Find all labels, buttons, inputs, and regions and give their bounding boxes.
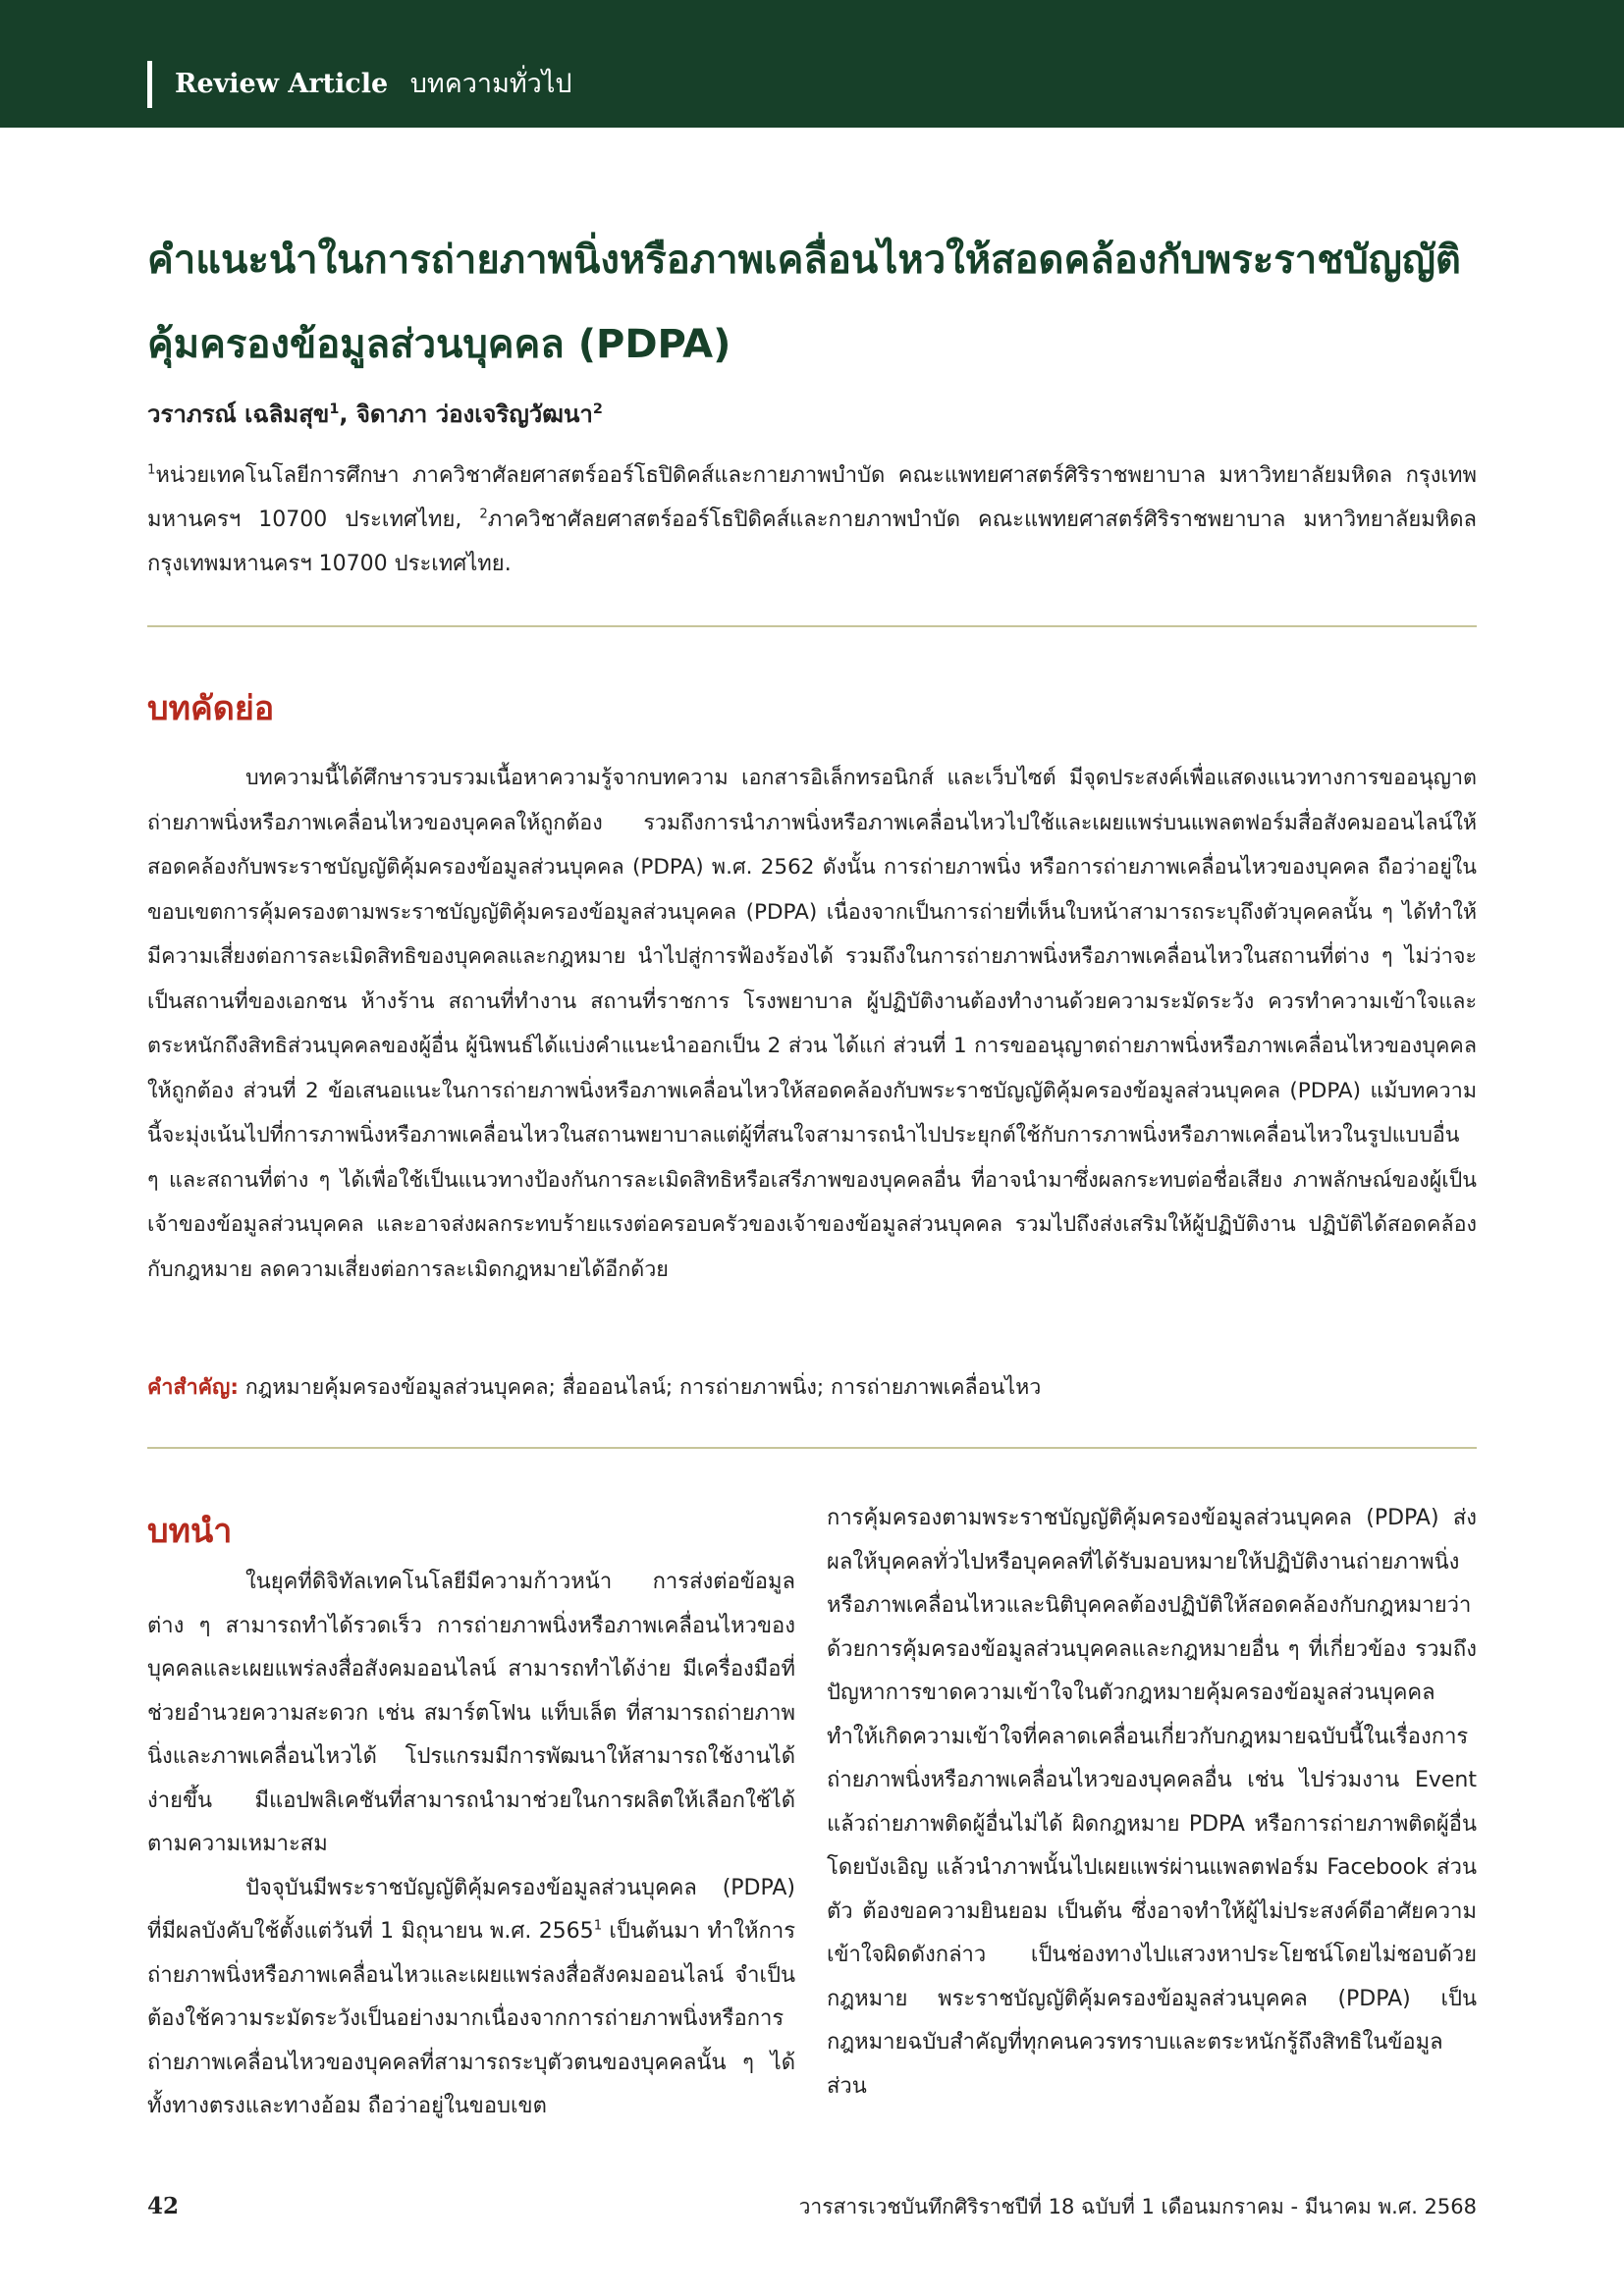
- affiliation-1-mark: 1: [147, 462, 156, 478]
- keywords-label: คำสำคัญ:: [147, 1375, 239, 1400]
- affiliation-1: หน่วยเทคโนโลยีการศึกษา ภาควิชาศัลยศาสตร์ออร์โธปิดิคส์และกายภาพบำบัด คณะแพทยศาสตร์ศิริราชพยาบาล มหาวิทยาลัยมหิดล กรุงเทพมหานครฯ 10700 ประเทศไทย,: [147, 463, 1477, 532]
- header-bar: [0, 0, 1624, 128]
- author-separator: ,: [339, 400, 356, 428]
- divider-bottom: [147, 1447, 1477, 1449]
- header-label-en: Review Article: [175, 69, 389, 99]
- article-title: [147, 218, 1483, 387]
- intro-paragraph-1: ในยุคที่ดิจิทัลเทคโนโลยีมีความก้าวหน้า การส่งต่อข้อมูลต่าง ๆ สามารถทำได้รวดเร็ว การถ่ายภาพนิ่งหรือภาพเคลื่อนไหวของบุคคลและเผยแพร่ลงสื่อสังคมออนไลน์ สามารถทำได้ง่าย มีเครื่องมือที่ช่วยอำนวยความสะดวก เช่น สมาร์ตโฟน แท็บเล็ต ที่สามารถถ่ายภาพนิ่งและภาพเคลื่อนไหวได้ โปรแกรมมีการพัฒนาให้สามารถใช้งานได้ง่ายขึ้น มีแอปพลิเคชันที่สามารถนำมาช่วยในการผลิตให้เลือกใช้ได้ตามความเหมาะสม: [147, 1570, 795, 1856]
- keywords: [147, 1366, 1477, 1410]
- intro-paragraph-2-b: เป็นต้นมา ทำให้การถ่ายภาพนิ่งหรือภาพเคลื่อนไหวและเผยแพร่ลงสื่อสังคมออนไลน์ จำเป็นต้องใช้ความระมัดระวังเป็นอย่างมากเนื่องจากการถ่ายภาพนิ่งหรือการถ่ายภาพเคลื่อนไหวของบุคคลที่สามารถระบุตัวตนของบุคคลนั้น ๆ ได้ทั้งทางตรงและทางอ้อม ถือว่าอยู่ในขอบเขต: [147, 1919, 796, 2118]
- title-line-2: คุ้มครองข้อมูลส่วนบุคคล (PDPA): [147, 322, 731, 367]
- citation-mark: 1: [593, 1918, 603, 1934]
- affiliations: [147, 454, 1477, 586]
- title-line-1: คำแนะนำในการถ่ายภาพนิ่งหรือภาพเคลื่อนไหวให้สอดคล้องกับพระราชบัญญัติ: [147, 238, 1461, 283]
- introduction-heading: บทนำ: [147, 1512, 233, 1551]
- intro-paragraph-2: [147, 1867, 795, 2129]
- author-list: [147, 393, 1483, 436]
- intro-paragraph-2-a: ปัจจุบันมีพระราชบัญญัติคุ้มครองข้อมูลส่วนบุคคล (PDPA) ที่มีผลบังคับใช้ตั้งแต่วันที่ 1 มิถุนายน พ.ศ. 2565: [147, 1875, 795, 1944]
- author-2: จิดาภา ว่องเจริญวัฒนา: [355, 400, 593, 428]
- abstract-body: บทความนี้ได้ศึกษารวบรวมเนื้อหาความรู้จากบทความ เอกสารอิเล็กทรอนิกส์ และเว็บไซต์ มีจุดประสงค์เพื่อแสดงแนวทางการขออนุญาตถ่ายภาพนิ่งหรือภาพเคลื่อนไหวของบุคคลให้ถูกต้อง รวมถึงการนำภาพนิ่งหรือภาพเคลื่อนไหวไปใช้และเผยแพร่บนแพลตฟอร์มสื่อสังคมออนไลน์ให้สอดคล้องกับพระราชบัญญัติคุ้มครองข้อมูลส่วนบุคคล (PDPA) พ.ศ. 2562 ดังนั้น การถ่ายภาพนิ่ง หรือการถ่ายภาพเคลื่อนไหวของบุคคล ถือว่าอยู่ในขอบเขตการคุ้มครองตามพระราชบัญญัติคุ้มครองข้อมูลส่วนบุคคล (PDPA) เนื่องจากเป็นการถ่ายที่เห็นใบหน้าสามารถระบุถึงตัวบุคคลนั้น ๆ ได้ทำให้มีความเสี่ยงต่อการละเมิดสิทธิของบุคคลและกฎหมาย นำไปสู่การฟ้องร้องได้ รวมถึงในการถ่ายภาพนิ่งหรือภาพเคลื่อนไหวในสถานที่ต่าง ๆ ไม่ว่าจะเป็นสถานที่ของเอกชน ห้างร้าน สถานที่ทำงาน สถานที่ราชการ โรงพยาบาล ผู้ปฏิบัติงานต้องทำงานด้วยความระมัดระวัง ควรทำความเข้าใจและตระหนักถึงสิทธิส่วนบุคคลของผู้อื่น ผู้นิพนธ์ได้แบ่งคำแนะนำออกเป็น 2 ส่วน ได้แก่ ส่วนที่ 1 การขออนุญาตถ่ายภาพนิ่งหรือภาพเคลื่อนไหวของบุคคลให้ถูกต้อง ส่วนที่ 2 ข้อเสนอแนะในการถ่ายภาพนิ่งหรือภาพเคลื่อนไหวให้สอดคล้องกับพระราชบัญญัติคุ้มครองข้อมูลส่วนบุคคล (PDPA) แม้บทความนี้จะมุ่งเน้นไปที่การภาพนิ่งหรือภาพเคลื่อนไหวในสถานพยาบาลแต่ผู้ที่สนใจสามารถนำไปประยุกต์ใช้กับการภาพนิ่งหรือภาพเคลื่อนไหวในรูปแบบอื่น ๆ และสถานที่ต่าง ๆ ได้เพื่อใช้เป็นแนวทางป้องกันการละเมิดสิทธิหรือเสรีภาพของบุคคลอื่น ที่อาจนำมาซึ่งผลกระทบต่อชื่อเสียง ภาพลักษณ์ของผู้เป็นเจ้าของข้อมูลส่วนบุคคล และอาจส่งผลกระทบร้ายแรงต่อครอบครัวของเจ้าของข้อมูลส่วนบุคคล รวมไปถึงส่งเสริมให้ผู้ปฏิบัติงาน ปฏิบัติได้สอดคล้องกับกฎหมาย ลดความเสี่ยงต่อการละเมิดกฎหมายได้อีกด้วย: [147, 766, 1477, 1282]
- author-1-affiliation-mark: 1: [329, 401, 340, 417]
- author-2-affiliation-mark: 2: [592, 401, 603, 417]
- left-column: [147, 1561, 795, 2129]
- right-column: [827, 1497, 1477, 2109]
- intro-paragraph-3: การคุ้มครองตามพระราชบัญญัติคุ้มครองข้อมูลส่วนบุคคล (PDPA) ส่งผลให้บุคคลทั่วไปหรือบุคคลที่ได้รับมอบหมายให้ปฏิบัติงานถ่ายภาพนิ่งหรือภาพเคลื่อนไหวและนิติบุคคลต้องปฏิบัติให้สอดคล้องกับกฎหมายว่าด้วยการคุ้มครองข้อมูลส่วนบุคคลและกฎหมายอื่น ๆ ที่เกี่ยวข้อง รวมถึงปัญหาการขาดความเข้าใจในตัวกฎหมายคุ้มครองข้อมูลส่วนบุคคล ทำให้เกิดความเข้าใจที่คลาดเคลื่อนเกี่ยวกับกฎหมายฉบับนี้ในเรื่องการถ่ายภาพนิ่งหรือภาพเคลื่อนไหวของบุคคลอื่น เช่น ไปร่วมงาน Event แล้วถ่ายภาพติดผู้อื่นไม่ได้ ผิดกฎหมาย PDPA หรือการถ่ายภาพติดผู้อื่นโดยบังเอิญ แล้วนำภาพนั้นไปเผยแพร่ผ่านแพลตฟอร์ม Facebook ส่วนตัว ต้องขอความยินยอม เป็นต้น ซึ่งอาจทำให้ผู้ไม่ประสงค์ดีอาศัยความเข้าใจผิดดังกล่าว เป็นช่องทางไปแสวงหาประโยชน์โดยไม่ชอบด้วยกฎหมาย พระราชบัญญัติคุ้มครองข้อมูลส่วนบุคคล (PDPA) เป็นกฎหมายฉบับสำคัญที่ทุกคนควรทราบและตระหนักรู้ถึงสิทธิในข้อมูลส่วน: [827, 1506, 1477, 2099]
- affiliation-2-mark: 2: [479, 507, 488, 522]
- header-accent-rule: [147, 61, 152, 108]
- author-1: วราภรณ์ เฉลิมสุข: [147, 400, 330, 428]
- keywords-list: กฎหมายคุ้มครองข้อมูลส่วนบุคคล; สื่อออนไลน์; การถ่ายภาพนิ่ง; การถ่ายภาพเคลื่อนไหว: [238, 1375, 1042, 1400]
- affiliation-2: ภาควิชาศัลยศาสตร์ออร์โธปิดิคส์และกายภาพบำบัด คณะแพทยศาสตร์ศิริราชพยาบาล มหาวิทยาลัยมหิดล กรุงเทพมหานครฯ 10700 ประเทศไทย.: [147, 507, 1477, 576]
- page-number: 42: [147, 2193, 180, 2219]
- abstract-heading: บทคัดย่อ: [147, 689, 275, 728]
- header-label: [175, 65, 572, 104]
- header-label-th: บทความทั่วไป: [409, 69, 572, 99]
- divider-top: [147, 625, 1477, 627]
- journal-citation: วารสารเวชบันทึกศิริราชปีที่ 18 ฉบับที่ 1 เดือนมกราคม - มีนาคม พ.ศ. 2568: [798, 2195, 1477, 2218]
